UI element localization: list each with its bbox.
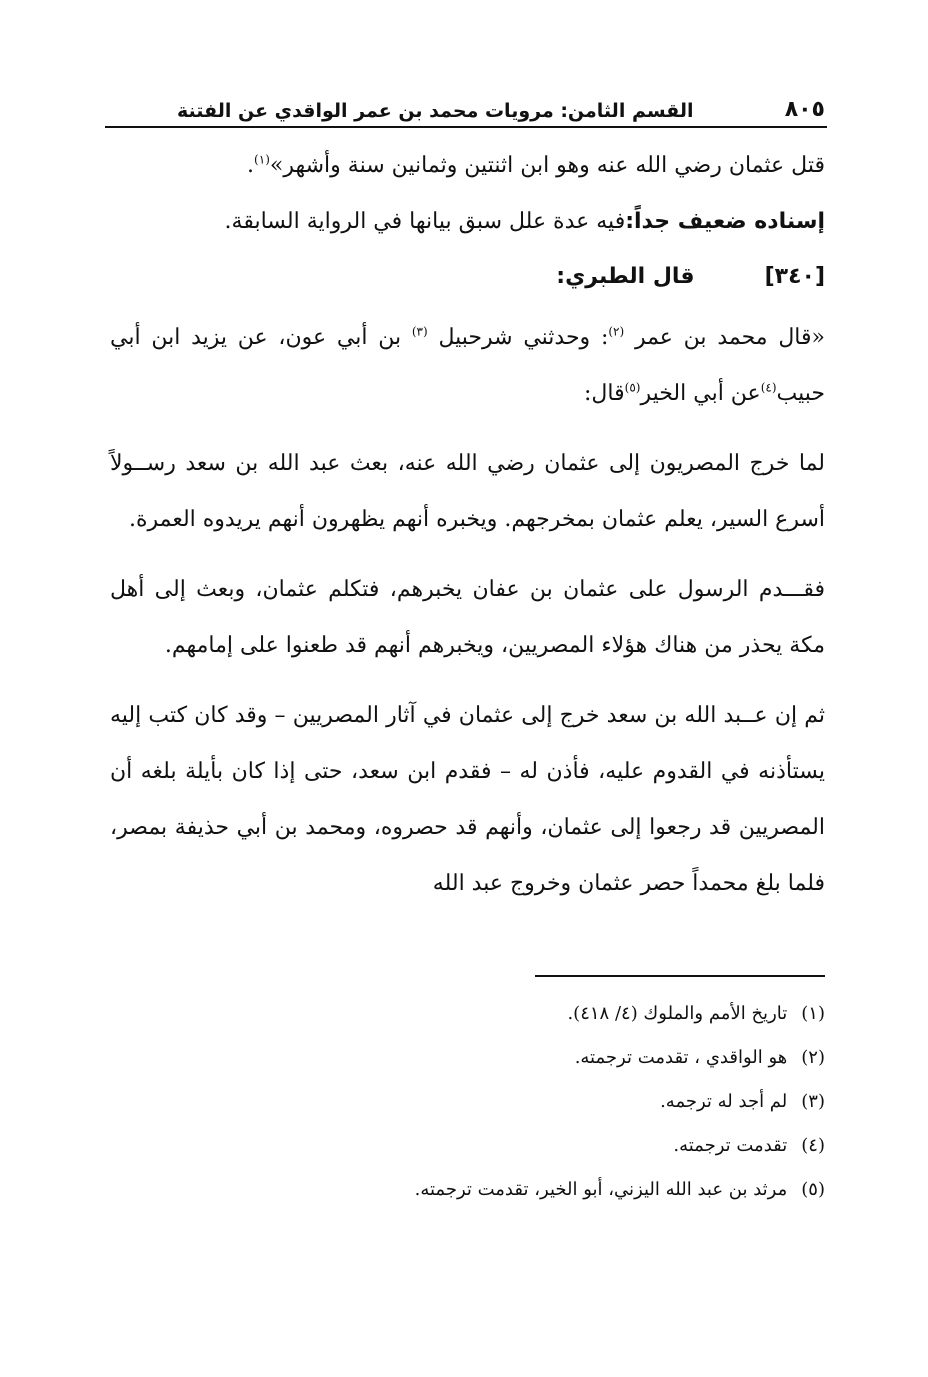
page-body [110,80,825,912]
continuation-end: . [247,153,255,178]
footnote-2 [110,1036,825,1080]
continuation-text: قتل عثمان رضي الله عنه وهو ابن اثنتين وثمانين سنة وأشهر» [269,153,825,178]
chain-text-c: بن أبي عون، عن يزيد ابن أبي حبيب [110,325,825,406]
chain-text-a: «قال محمد بن عمر [624,325,825,350]
footnote-5 [110,1168,825,1212]
footnote-number: (٥) [801,1179,825,1200]
footnotes [110,992,825,1212]
footnote-3 [110,1080,825,1124]
footnote-text: مرثد بن عبد الله اليزني، أبو الخير، تقدمت ترجمته. [414,1179,788,1200]
isnad-text: فيه عدة علل سبق بيانها في الرواية السابقة. [224,209,626,234]
footnote-4 [110,1124,825,1168]
isnad-label: إسناده ضعيف جداً: [625,209,825,234]
paragraph-2: فقـــدم الرسول على عثمان بن عفان يخبرهم، فتكلم عثمان، وبعث إلى أهل مكة يحذر من هناك هؤلاء المصريين، ويخبرهم أنهم قد طعنوا على إمامهم. [110,577,825,658]
narration-number: [٣٤٠] [764,263,825,289]
page-number: ٨٠٥ [784,97,825,122]
isnad-assessment [110,194,825,250]
chain-text-d: عن أبي الخير [640,381,761,406]
paragraph-3: ثم إن عــبد الله بن سعد خرج إلى عثمان في آثار المصريين – وقد كان كتب إليه يستأذنه في القدوم عليه، فأذن له – فقدم ابن سعد، حتى إذا كان بأيلة بلغه أن المصريين قد رجعوا إلى عثمان، وأنهم قد حصروه، ومحمد بن أبي حذيفة بمصر، فلما بلغ محمداً حصر عثمان وخروج عبد الله [110,703,825,896]
footnote-ref-4[interactable]: (٤) [760,380,777,395]
footnote-number: (٤) [801,1135,825,1156]
continuation-line [110,138,825,194]
footnote-number: (٢) [801,1047,825,1068]
footnote-ref-5[interactable]: (٥) [624,380,641,395]
chain-text-e: قال: [584,381,625,406]
footnote-ref-3[interactable]: (٣) [411,324,428,339]
footnote-number: (٣) [801,1091,825,1112]
footnote-text: لم أجد له ترجمه. [660,1091,788,1112]
footnote-1 [110,992,825,1036]
running-header [105,80,827,128]
footnote-text: تاريخ الأمم والملوك (٤/ ٤١٨). [567,1003,788,1024]
running-title: القسم الثامن: مرويات محمد بن عمر الواقدي عن الفتنة [177,100,694,122]
footnote-divider [535,975,825,977]
narration-heading [110,250,825,302]
footnote-ref-1[interactable]: (١) [254,152,270,167]
footnote-ref-2[interactable]: (٢) [608,324,625,339]
footnote-text: تقدمت ترجمته. [673,1135,788,1156]
narration-chain [110,310,825,422]
paragraph-1: لما خرج المصريون إلى عثمان رضي الله عنه، بعث عبد الله بن سعد رســولاً أسرع السير، يعلم عثمان بمخرجهم. ويخبره أنهم يظهرون أنهم يريدوه العمرة. [110,451,825,532]
footnote-number: (١) [801,1003,825,1024]
narration-source: قال الطبري: [556,263,695,289]
chain-text-b: : وحدثني شرحبيل [427,325,609,350]
footnote-text: هو الواقدي ، تقدمت ترجمته. [574,1047,788,1068]
